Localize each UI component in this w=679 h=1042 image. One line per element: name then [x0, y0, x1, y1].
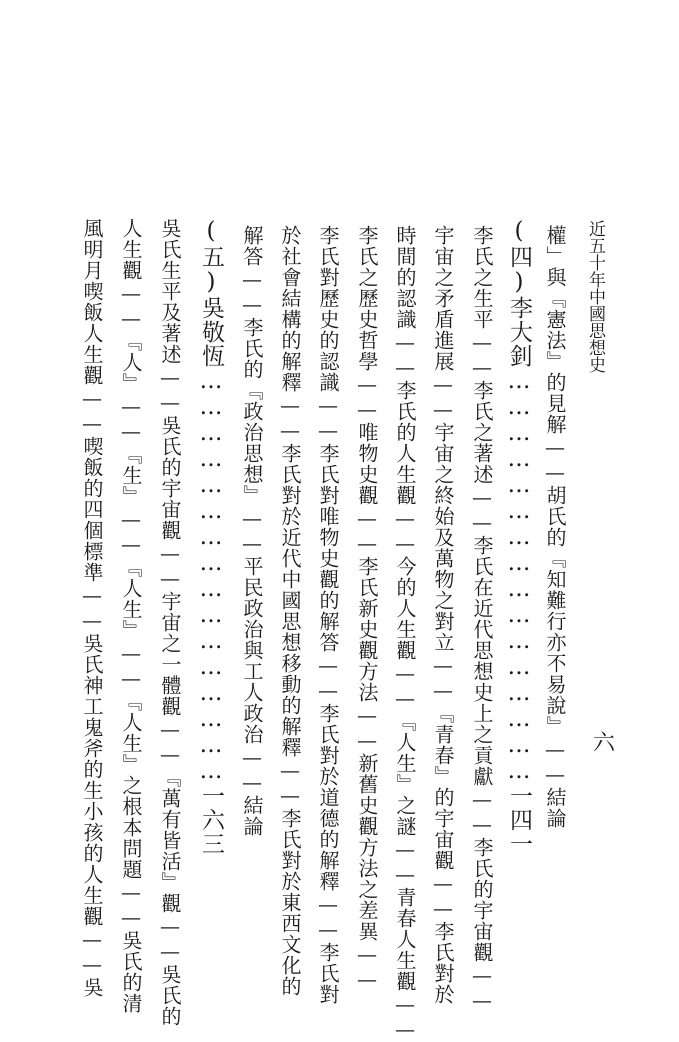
- toc-line-13: 風明月喫飯人生觀——喫飯的四個標準——吳氏神工鬼斧的生小孩的人生觀——吳: [80, 218, 104, 998]
- toc-line-5: 時間的認識——李氏的人生觀——今的人生觀——『人生』之謎——青春人生觀——: [393, 225, 417, 1042]
- toc-section-heading-li-dazhao: [507, 218, 530, 856]
- page-number: 六: [593, 731, 616, 756]
- toc-line-12: 人生觀——『人』——『生』——『人生』——『人生』之根本問題——吳氏的清: [119, 218, 143, 1014]
- section-title: (五)吳敬恆: [198, 218, 224, 368]
- section-page-number: 一六三: [198, 784, 224, 856]
- toc-line-6: 李氏之歷史哲學——唯物史觀——李氏新史觀方法——新舊史觀方法之差異——: [355, 225, 379, 992]
- toc-line-4: 宇宙之矛盾進展——宇宙之終始及萬物之對立——『青春』的宇宙觀——李氏對於: [431, 225, 455, 1005]
- toc-line-8: 於社會結構的解釋——李氏對於近代中國思想移動的解釋——李氏對於東西文化的: [278, 225, 302, 997]
- running-header: 近五十年中國思想史: [585, 220, 605, 373]
- toc-line-7: 李氏對歷史的認識——李氏對唯物史觀的解答——李氏對於道德的解釋——李氏對: [316, 225, 340, 1005]
- leader-dots: …………………………………………: [506, 368, 532, 784]
- toc-line-9: 解答——李氏的『政治思想』——平民政治與工人政治——結論: [240, 225, 264, 837]
- section-page-number: 一四一: [506, 784, 532, 856]
- section-title: (四)李大釗: [506, 218, 532, 368]
- toc-line-1: 權」與『憲法』的見解——胡氏的『知難行亦不易說』——結論: [543, 225, 567, 829]
- toc-line-3: 李氏之生平——李氏之著述——李氏在近代思想史上之貢獻——李氏的宇宙觀——: [470, 225, 494, 1013]
- leader-dots: …………………………………………: [198, 368, 224, 784]
- toc-section-heading-wu-jingheng: [199, 218, 222, 856]
- toc-line-11: 吳氏生平及著述——吳氏的宇宙觀——宇宙之一體觀——『萬有皆活』觀——吳氏的: [158, 218, 182, 1027]
